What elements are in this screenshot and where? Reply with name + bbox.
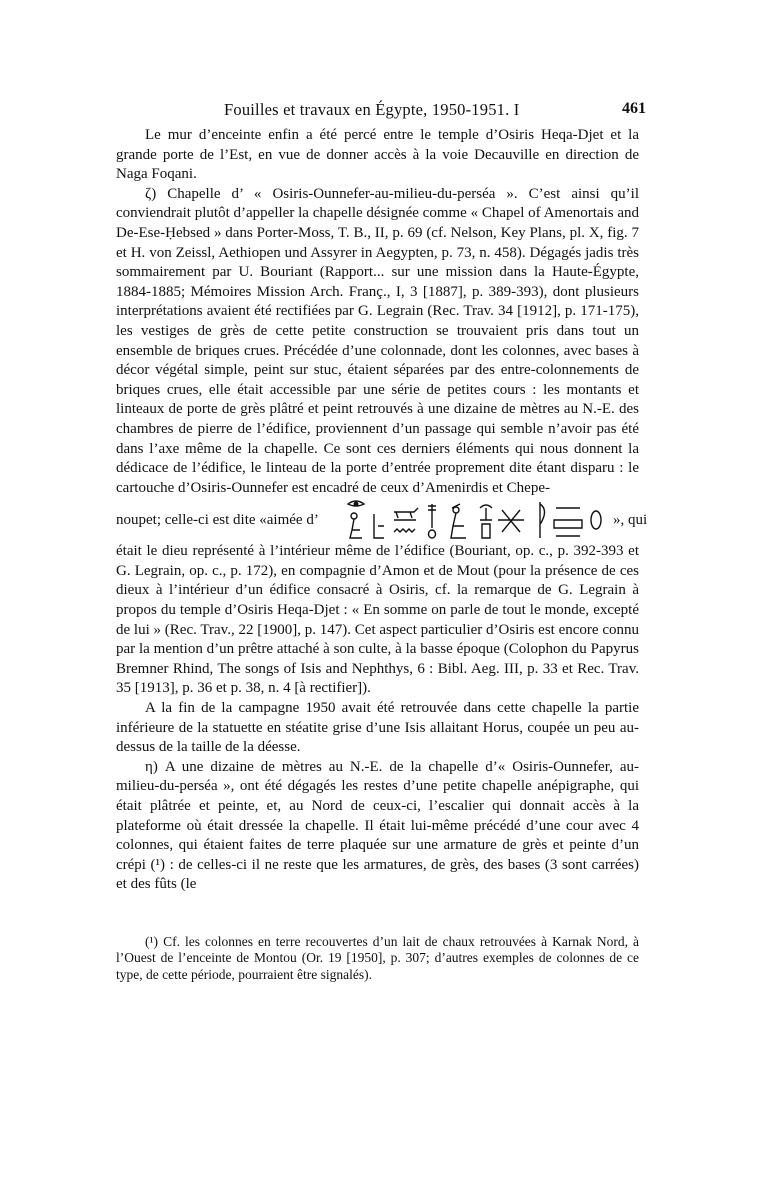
paragraph: Le mur d’enceinte enfin a été percé entre le temple d’Osiris Heqa-Djet et la grande porte de l’Est, en vue de donner accès à la voie Decauville en direction de Naga Foqani.: [116, 127, 639, 183]
paragraph: était le dieu représenté à l’intérieur même de l’édifice (Bouriant, op. c., p. 392-393 et G. Legrain, op. c., p. 172), en compagnie d’Amon et de Mout (pour la présence de ces dieux à l’intérieur d’un édifice consacré à Osiris, cf. la remarque de G. Legrain à propos du temple d’Osiris Heqa-Djet : « En somme on parle de tout le monde, excepté de lui » (Rec. Trav., 22 [1900], p. 147). Cet aspect particulier d’Osiris est encore connu par la mention d’un prêtre attaché à son culte, à la basse époque (Colophon du Papyrus Bremner Rhind, The songs of Isis and Nephthys, 6 : Bibl. Aeg. III, p. 33 et Rec. Trav. 35 [1913], p. 36 et p. 38, n. 4 [à rectifier]).: [116, 543, 639, 697]
hieroglyph-line-suffix: », qui: [613, 512, 648, 529]
hieroglyph-group-image: [340, 498, 610, 542]
hieroglyph-line-prefix: noupet; celle-ci est dite «aimée d’: [116, 512, 319, 529]
running-title: Fouilles et travaux en Égypte, 1950-1951. I: [224, 100, 520, 119]
main-text: [116, 126, 648, 895]
footnotes: [116, 934, 639, 983]
hieroglyph-line: [116, 498, 648, 542]
page-header: [114, 100, 654, 122]
paragraph: ζ) Chapelle d’ « Osiris-Ounnefer-au-milieu-du-perséa ». C’est ainsi qu’il conviendrait plutôt d’appeller la chapelle désignée comme « Chapel of Amenortais and De-Ese-Ḥebsed » dans Porter-Moss, T. B., II, p. 69 (cf. Nelson, Key Plans, pl. X, fig. 7 et H. von Zeissl, Aethiopen und Assyrer in Aegypten, p. 73, n. 458). Dégagés jadis très sommairement par U. Bouriant (Rapport... sur une mission dans la Haute-Égypte, 1884-1885; Mémoires Mission Arch. Franç., I, 3 [1887], p. 389-393), dont plusieurs interprétations avaient été rectifiées par G. Legrain (Rec. Trav. 34 [1912], p. 171-175), les vestiges de grès de cette petite construction se trouvaient pris dans tout un ensemble de briques crues. Précédée d’une colonnade, dont les colonnes, avec bases à décor végétal simple, peint sur stuc, étaient séparées par des entre-colonnements de briques crues, elle était accessible par une série de petites cours : les montants et linteaux de porte de grès plâtré et peint retrouvés à une dizaine de mètres au N.-E. des chambres de pierre de l’édifice, proviennent d’un passage qui semble n’avoir pas été dans l’axe même de la chapelle. Ce sont ces derniers éléments qui nous donnent la dédicace de l’édifice, le linteau de la porte d’entrée proprement dite étant disparu : le cartouche d’Osiris-Ounnefer est encadré de ceux d’Amenirdis et Chepe-: [116, 185, 639, 496]
paragraph: A la fin de la campagne 1950 avait été retrouvée dans cette chapelle la partie inférieure de la statuette en stéatite grise d’une Isis allaitant Horus, coupée un peu au-dessus de la taille de la déesse.: [116, 700, 639, 756]
page-number: 461: [622, 100, 646, 117]
footnote: (¹) Cf. les colonnes en terre recouvertes d’un lait de chaux retrouvées à Karnak Nord, à l’Ouest de l’enceinte de Montou (Or. 19 [1950], p. 307; d’autres exemples de colonnes de ce type, de cette période, pourraient être signalés).: [116, 934, 639, 982]
paragraph: η) A une dizaine de mètres au N.-E. de la chapelle d’« Osiris-Ounnefer, au-milieu-du-perséa », ont été dégagés les restes d’une petite chapelle anépigraphe, qui était plâtrée et peinte, et, au Nord de ceux-ci, l’escalier qui donnait accès à la plateforme où était dressée la chapelle. Il était lui-même précédé d’une cour avec 4 colonnes, qui étaient faites de terre plaquée sur une armature de grès et peinte d’un crépi (¹) : de celles-ci il ne reste que les armatures, de grès, des bases (3 sont carrées) et des fûts (le: [116, 758, 639, 893]
